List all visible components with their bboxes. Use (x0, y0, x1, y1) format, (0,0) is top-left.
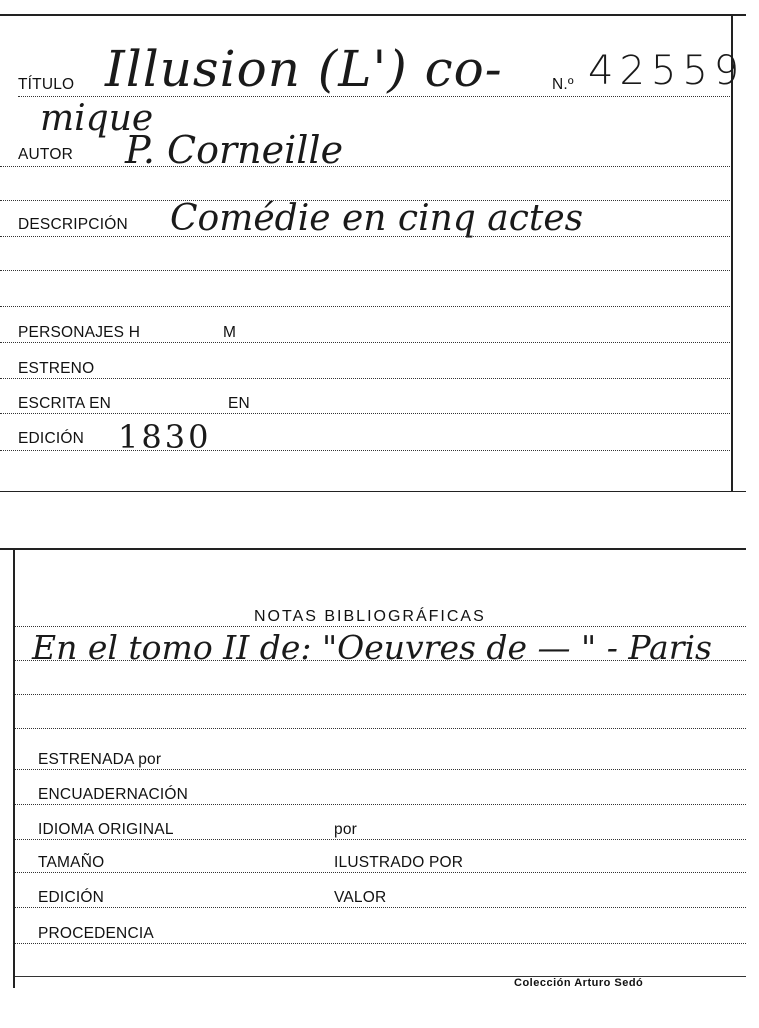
descripcion-label: DESCRIPCIÓN (18, 216, 128, 233)
edicion-line (0, 450, 730, 451)
escrita-line (0, 413, 730, 414)
tamano-line (15, 872, 746, 873)
numero-label: N.º (552, 76, 574, 93)
encuadernacion-label: ENCUADERNACIÓN (38, 786, 189, 803)
estrenada-label: ESTRENADA por (38, 751, 162, 768)
descripcion-value: Comédie en cinq actes (170, 198, 584, 239)
bottom-card-left-edge (13, 548, 15, 988)
collection-footer: Colección Arturo Sedó (514, 977, 644, 989)
idioma-por-label: por (334, 821, 358, 838)
personajes-m-label: M (223, 324, 237, 341)
numero-value: 42559 (588, 48, 746, 94)
valor-label: VALOR (334, 889, 387, 906)
descripcion-line (0, 236, 730, 237)
titulo-value: Illusion (L') co- (105, 40, 503, 98)
idioma-line (15, 839, 746, 840)
personajes-line (0, 342, 730, 343)
bottom-catalog-card (0, 540, 746, 990)
personajes-label: PERSONAJES H (18, 324, 141, 341)
top-catalog-card (0, 0, 746, 492)
notas-heading-line (15, 626, 746, 627)
notas-line-2 (15, 694, 746, 695)
autor-value: P. Corneille (125, 128, 344, 172)
notas-value: En el tomo II de: "Oeuvres de — " - Paris (32, 628, 712, 667)
estreno-label: ESTRENO (18, 360, 95, 377)
titulo-line (18, 96, 730, 97)
edicion2-line (15, 907, 746, 908)
blank-line-3 (0, 306, 730, 307)
notas-line-3 (15, 728, 746, 729)
edicion2-label: EDICIÓN (38, 889, 104, 906)
tamano-label: TAMAÑO (38, 854, 105, 871)
idioma-label: IDIOMA ORIGINAL (38, 821, 174, 838)
top-card-bottom-edge (0, 491, 746, 492)
escrita-label: ESCRITA EN (18, 395, 112, 412)
titulo-label: TÍTULO (18, 76, 75, 93)
escrita-en-label: EN (228, 395, 250, 412)
estreno-line (0, 378, 730, 379)
autor-label: AUTOR (18, 146, 73, 163)
autor-line (0, 166, 730, 167)
edicion-value: 1830 (118, 418, 212, 456)
edicion-label: EDICIÓN (18, 430, 84, 447)
notas-heading: NOTAS BIBLIOGRÁFICAS (254, 608, 486, 625)
encuadernacion-line (15, 804, 746, 805)
notas-line-1 (15, 660, 746, 661)
blank-line-2 (0, 270, 730, 271)
ilustrado-label: ILUSTRADO POR (334, 854, 464, 871)
top-card-top-edge (0, 14, 746, 16)
bottom-card-top-edge (0, 548, 746, 550)
titulo-value-continued: mique (40, 98, 154, 139)
procedencia-label: PROCEDENCIA (38, 925, 154, 942)
estrenada-line (15, 769, 746, 770)
procedencia-line (15, 943, 746, 944)
